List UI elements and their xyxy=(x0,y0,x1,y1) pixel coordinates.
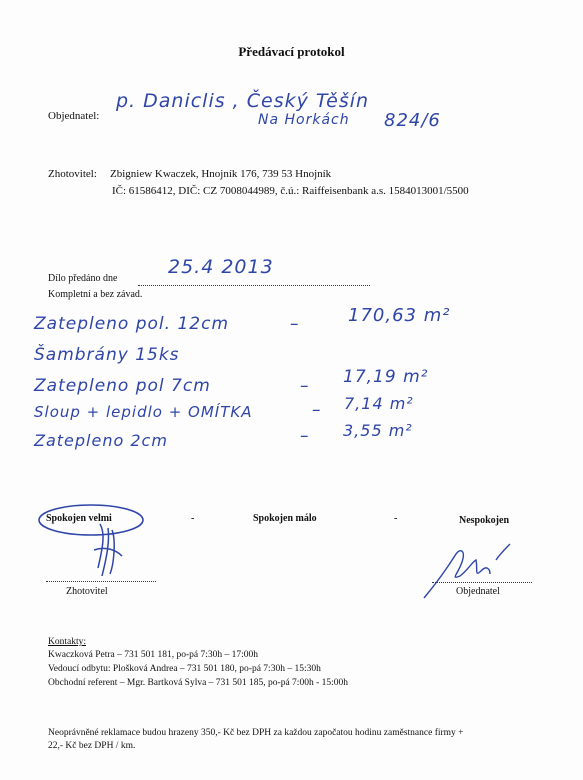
separator: - xyxy=(394,513,398,524)
contractor-ids: IČ: 61586412, DIČ: CZ 7008044989, č.ú.: Raiffeisenbank a.s. 1584013001/5500 xyxy=(112,185,469,197)
handover-date-handwritten: 25.4 2013 xyxy=(168,256,274,278)
work-item-value: 170,63 m² xyxy=(348,305,451,326)
contact-line: Vedoucí odbytu: Plošková Andrea – 731 501 180, po-pá 7:30h – 15:30h xyxy=(48,664,321,674)
option-little-satisfied: Spokojen málo xyxy=(253,513,317,524)
orderer-street-handwritten: Na Horkách xyxy=(258,112,350,128)
document-title: Předávací protokol xyxy=(238,44,345,59)
work-item-dash: – xyxy=(290,314,300,334)
contact-line: Obchodní referent – Mgr. Bartková Sylva – 731 501 185, po-pá 7:00h - 15:00h xyxy=(48,678,348,688)
orderer-name-handwritten: p. Daniclis , Český Těšín xyxy=(116,90,370,112)
contact-line: Kwaczková Petra – 731 501 181, po-pá 7:30h – 17:00h xyxy=(48,650,259,660)
work-item-value: 3,55 m² xyxy=(343,421,413,440)
separator: - xyxy=(191,513,195,524)
date-dotted-line xyxy=(138,285,370,286)
contractor-sign-label: Zhotovitel xyxy=(66,586,108,597)
contractor-label: Zhotovitel: xyxy=(48,168,97,180)
contacts-heading: Kontakty: xyxy=(48,637,86,647)
work-item: Zatepleno pol. 12cm xyxy=(34,314,230,334)
work-item-value: 17,19 m² xyxy=(343,367,429,387)
work-item-dash: – xyxy=(300,376,310,396)
work-item: Šambrány 15ks xyxy=(34,345,180,365)
contractor-signature-line xyxy=(46,581,156,582)
footer-note-line2: 22,- Kč bez DPH / km. xyxy=(48,741,136,751)
complete-text: Kompletní a bez závad. xyxy=(48,289,143,300)
work-item-value: 7,14 m² xyxy=(344,394,414,413)
orderer-number-handwritten: 824/6 xyxy=(384,110,441,131)
contractor-signature xyxy=(92,520,132,580)
orderer-sign-label: Objednatel xyxy=(456,586,500,597)
option-unsatisfied: Nespokojen xyxy=(459,515,510,526)
option-very-satisfied: Spokojen velmi xyxy=(46,513,112,524)
work-item: Zatepleno pol 7cm xyxy=(34,376,211,396)
contractor-address: Zbigniew Kwaczek, Hnojník 176, 739 53 Hnojník xyxy=(110,168,332,180)
orderer-signature-line xyxy=(432,582,532,583)
handover-label: Dílo předáno dne xyxy=(48,273,118,284)
work-item: Sloup + lepidlo + OMÍTKA xyxy=(34,403,253,421)
work-item-dash: – xyxy=(300,426,310,446)
work-item: Zatepleno 2cm xyxy=(34,431,168,450)
footer-note-line1: Neoprávněné reklamace budou hrazeny 350,- Kč bez DPH za každou započatou hodinu zaměstnance firmy + xyxy=(48,728,464,738)
work-item-dash: – xyxy=(312,400,322,420)
orderer-label: Objednatel: xyxy=(48,110,100,122)
